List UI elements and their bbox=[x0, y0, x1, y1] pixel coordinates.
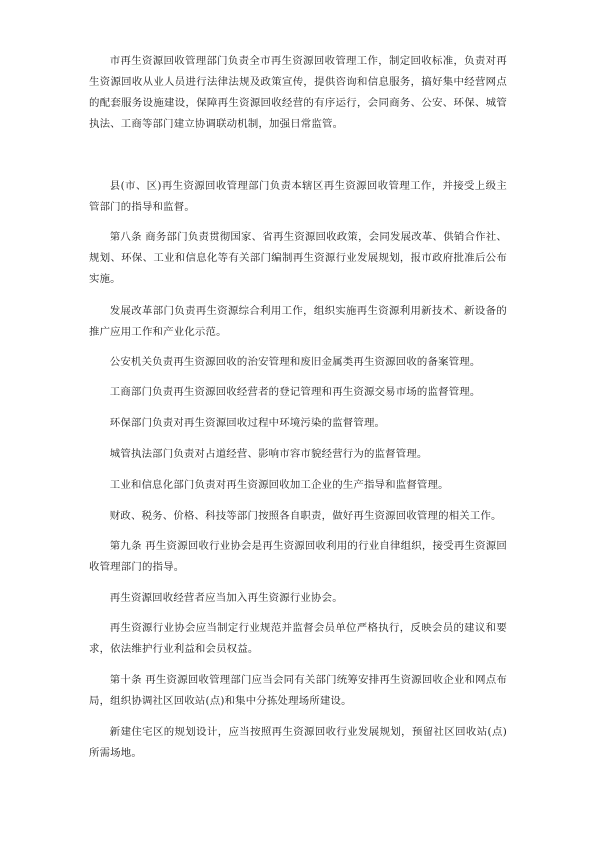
paragraph-association-duties: 再生资源行业协会应当制定行业规范并监督会员单位严格执行，反映会员的建议和要求，依法维护行业利益和会员权益。 bbox=[89, 622, 507, 655]
paragraph-new-residential: 新建住宅区的规划设计，应当按照再生资源回收行业发展规划，预留社区回收站(点)所需场地。 bbox=[89, 726, 507, 759]
paragraph-industry-it: 工业和信息化部门负责对再生资源回收加工企业的生产指导和监督管理。 bbox=[109, 479, 449, 491]
paragraph-public-security: 公安机关负责再生资源回收的治安管理和废旧金属类再生资源回收的备案管理。 bbox=[109, 356, 481, 368]
paragraph-article-8: 第八条 商务部门负责贯彻国家、省再生资源回收政策，会同发展改革、供销合作社、规划、环保、工业和信息化等有关部门编制再生资源行业发展规划，报市政府批准后公布实施。 bbox=[89, 231, 507, 285]
paragraph-development-reform: 发展改革部门负责再生资源综合利用工作，组织实施再生资源利用新技术、新设备的推广应用工作和产业化示范。 bbox=[89, 305, 507, 338]
paragraph-article-10: 第十条 再生资源回收管理部门应当会同有关部门统筹安排再生资源回收企业和网点布局，组织协调社区回收站(点)和集中分拣处理场所建设。 bbox=[89, 674, 507, 707]
paragraph-join-association: 再生资源回收经营者应当加入再生资源行业协会。 bbox=[109, 592, 343, 604]
paragraph-environment: 环保部门负责对再生资源回收过程中环境污染的监督管理。 bbox=[109, 417, 386, 429]
paragraph-article-9: 第九条 再生资源回收行业协会是再生资源回收利用的行业自律组织，接受再生资源回收管理部门的指导。 bbox=[89, 540, 507, 573]
paragraph-county-management: 县(市、区)再生资源回收管理部门负责本辖区再生资源回收管理工作，并接受上级主管部门的指导和监督。 bbox=[89, 180, 507, 213]
paragraph-commerce-industry: 工商部门负责再生资源回收经营者的登记管理和再生资源交易市场的监督管理。 bbox=[109, 386, 481, 398]
paragraph-city-management: 市再生资源回收管理部门负责全市再生资源回收管理工作，制定回收标准，负责对再生资源回收从业人员进行法律法规及政策宣传，提供咨询和信息服务，搞好集中经营网点的配套服务设施建设，保障再生资源回收经营的有序运行，会同商务、公安、环保、城管执法、工商等部门建立协调联动机制，加强日常监管。 bbox=[89, 55, 507, 130]
paragraph-finance-tax: 财政、税务、价格、科技等部门按照各自职责，做好再生资源回收管理的相关工作。 bbox=[109, 510, 502, 522]
paragraph-urban-management: 城管执法部门负责对占道经营、影响市容市貌经营行为的监督管理。 bbox=[109, 448, 428, 460]
